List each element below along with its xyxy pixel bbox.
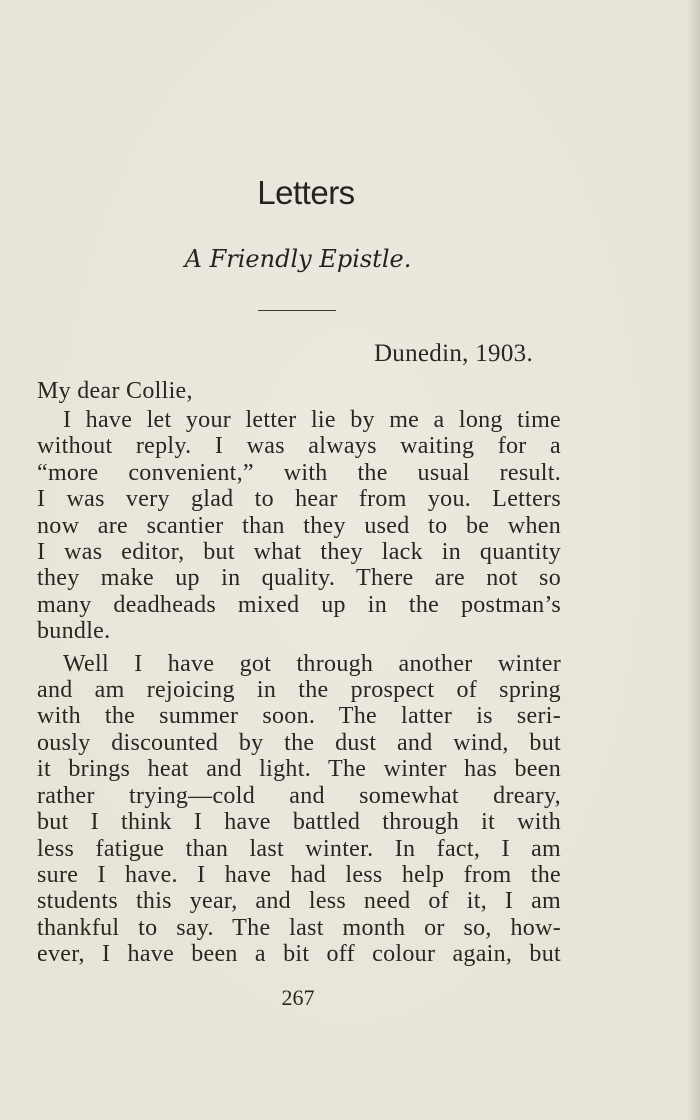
page-edge-shadow	[686, 0, 700, 1120]
text-line: now are scantier than they used to be when	[37, 512, 561, 539]
section-rule	[258, 310, 336, 311]
letter-paragraph-1	[37, 407, 561, 645]
text-line: and am rejoicing in the prospect of spring	[37, 677, 561, 704]
letter-dateline: Dunedin, 1903.	[373, 340, 533, 367]
text-line: they make up in quality. There are not so	[37, 565, 561, 592]
text-line: “more convenient,” with the usual result.	[37, 459, 561, 486]
text-line: ously discounted by the dust and wind, but	[37, 729, 561, 756]
text-line: without reply. I was always waiting for a	[37, 433, 561, 460]
letter-salutation: My dear Collie,	[37, 378, 193, 404]
text-line: bundle.	[37, 618, 111, 645]
text-line: Well I have got through another winter	[63, 650, 561, 677]
text-line: thankful to say. The last month or so, how-	[37, 914, 561, 941]
text-line: I was editor, but what they lack in quantity	[37, 539, 561, 566]
letter-paragraph-2	[37, 651, 561, 968]
page-subtitle: A Friendly Epistle.	[184, 245, 412, 273]
letter-body	[37, 407, 561, 968]
text-line: many deadheads mixed up in the postman’s	[37, 591, 561, 618]
text-line: I was very glad to hear from you. Letters	[37, 486, 561, 513]
text-line: with the summer soon. The latter is seri-	[37, 703, 561, 730]
text-line: it brings heat and light. The winter has been	[37, 756, 561, 783]
text-line: students this year, and less need of it, I am	[37, 888, 561, 915]
text-line: less fatigue than last winter. In fact, I am	[37, 835, 561, 862]
text-line: I have let your letter lie by me a long time	[63, 407, 561, 433]
page-number: 267	[281, 985, 315, 1010]
text-line: ever, I have been a bit off colour again, but	[37, 941, 561, 968]
text-line: but I think I have battled through it with	[37, 809, 561, 836]
text-line: sure I have. I have had less help from the	[37, 861, 561, 888]
page-title: Letters	[257, 174, 355, 211]
text-line: rather trying—cold and somewhat dreary,	[37, 782, 561, 809]
